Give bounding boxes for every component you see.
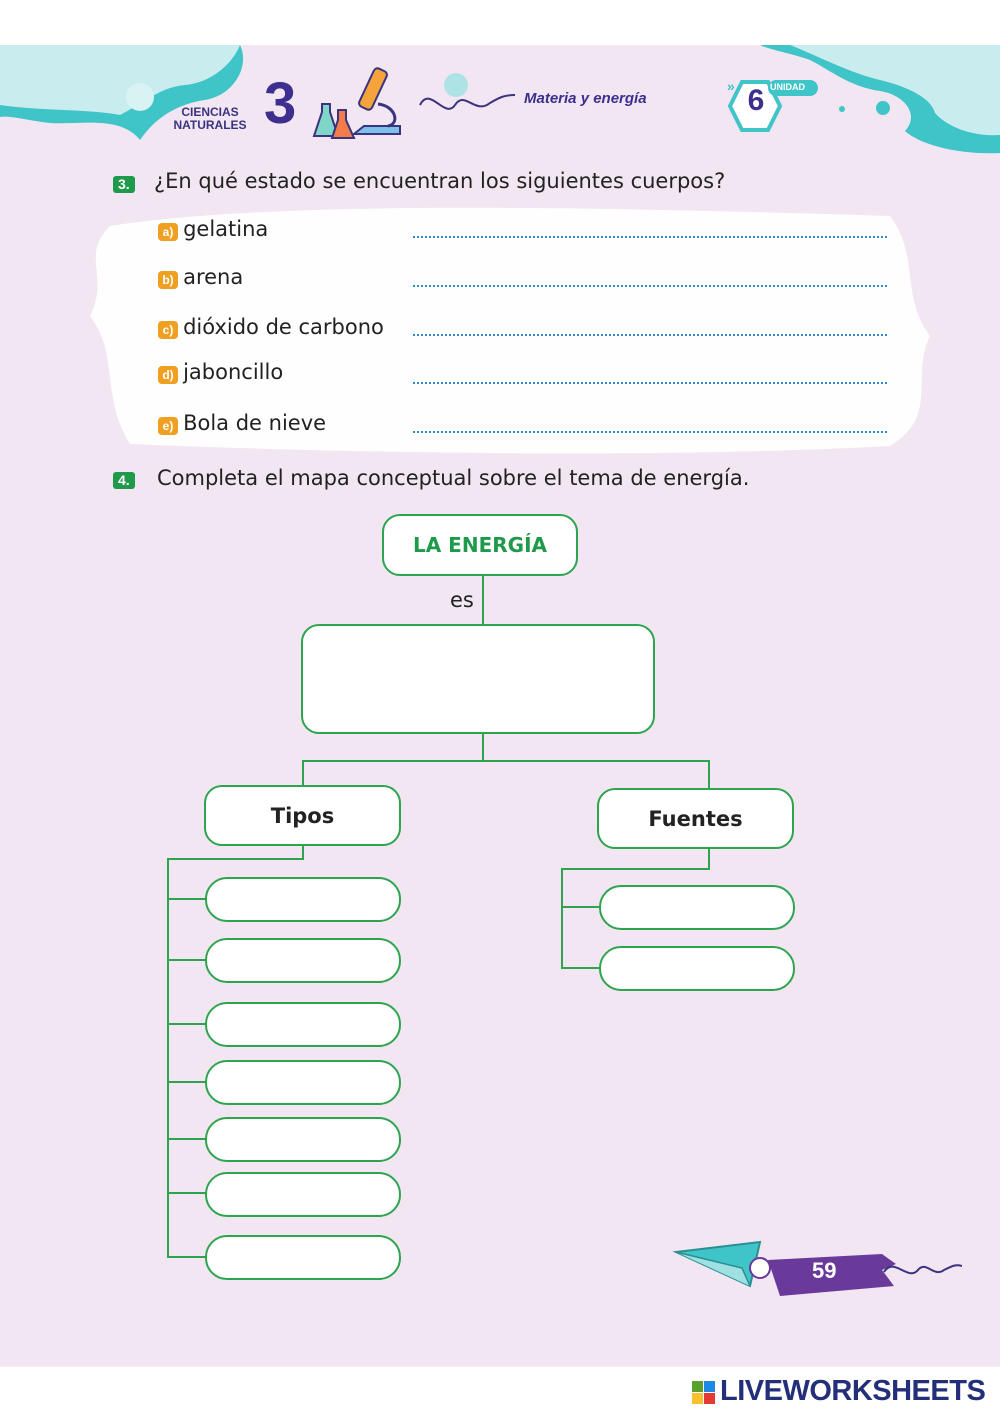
tipos-box: [204, 785, 401, 846]
connector-line: [482, 575, 484, 625]
connector-line: [167, 959, 207, 961]
connector-line: [302, 760, 304, 787]
liveworksheets-logo-icon: [692, 1381, 716, 1405]
question-3-header: [113, 174, 135, 193]
connector-line: [167, 1023, 207, 1025]
connector-line: [708, 760, 710, 790]
question-3-number: 3.: [113, 176, 135, 193]
definition-answer-box[interactable]: [301, 624, 655, 734]
connector-line: [302, 760, 710, 762]
answer-field-b[interactable]: [413, 285, 887, 287]
connector-line: [167, 898, 207, 900]
topic-title: Materia y energía: [524, 90, 647, 107]
subject-line-1: CIENCIAS: [181, 105, 239, 119]
subject-label: [168, 106, 252, 132]
item-letter: d): [158, 366, 178, 384]
answer-field-c[interactable]: [413, 334, 887, 336]
connector-line: [167, 1138, 207, 1140]
unit-arrow-icon: »: [727, 78, 735, 94]
connector-line: [708, 848, 710, 870]
connector-line: [561, 906, 601, 908]
subject-line-2: NATURALES: [173, 118, 247, 132]
connector-line: [561, 868, 563, 969]
item-text: arena: [183, 265, 244, 289]
tipos-label: Tipos: [270, 803, 335, 828]
answer-field-d[interactable]: [413, 382, 887, 384]
item-letter: e): [158, 417, 178, 435]
page-number: 59: [812, 1258, 837, 1283]
question-4-text: Completa el mapa conceptual sobre el tema de energía.: [157, 466, 750, 490]
connector-line: [561, 967, 601, 969]
tipo-answer-box-3[interactable]: [205, 1002, 401, 1047]
item-text: gelatina: [183, 217, 269, 241]
connector-label: es: [450, 588, 474, 612]
question-3-text: ¿En qué estado se encuentran los siguientes cuerpos?: [154, 169, 726, 193]
question-4-header: [113, 470, 135, 489]
item-letter: b): [158, 271, 178, 289]
unit-number: 6: [747, 84, 765, 117]
tipo-answer-box-5[interactable]: [205, 1117, 401, 1162]
root-label: LA ENERGÍA: [413, 533, 547, 557]
brand-name[interactable]: LIVEWORKSHEETS: [720, 1375, 986, 1407]
fuente-answer-box-2[interactable]: [599, 946, 795, 991]
tipo-answer-box-7[interactable]: [205, 1235, 401, 1280]
connector-line: [167, 1256, 207, 1258]
connector-line: [167, 1081, 207, 1083]
item-letter: a): [158, 223, 178, 241]
connector-line: [482, 733, 484, 761]
item-letter: c): [158, 321, 178, 339]
answer-field-e[interactable]: [413, 431, 887, 433]
connector-line: [302, 845, 304, 859]
connector-line: [561, 868, 710, 870]
tipo-answer-box-4[interactable]: [205, 1060, 401, 1105]
microscope-icon: [308, 64, 404, 140]
unit-label: UNIDAD: [770, 82, 805, 92]
item-text: jaboncillo: [183, 360, 284, 384]
tipo-answer-box-1[interactable]: [205, 877, 401, 922]
answer-field-a[interactable]: [413, 236, 887, 238]
tipo-answer-box-2[interactable]: [205, 938, 401, 983]
fuente-answer-box-1[interactable]: [599, 885, 795, 930]
tipo-answer-box-6[interactable]: [205, 1172, 401, 1217]
grade-number: 3: [264, 71, 297, 136]
connector-line: [167, 858, 169, 1258]
item-text: Bola de nieve: [183, 411, 327, 435]
connector-line: [167, 858, 304, 860]
fuentes-box: [597, 788, 794, 849]
header-decoration: [0, 45, 1000, 155]
item-text: dióxido de carbono: [183, 315, 384, 339]
question-4-number: 4.: [113, 472, 135, 489]
root-box: [382, 514, 578, 576]
fuentes-label: Fuentes: [648, 806, 743, 831]
list-item: [158, 360, 898, 384]
connector-line: [167, 1192, 207, 1194]
